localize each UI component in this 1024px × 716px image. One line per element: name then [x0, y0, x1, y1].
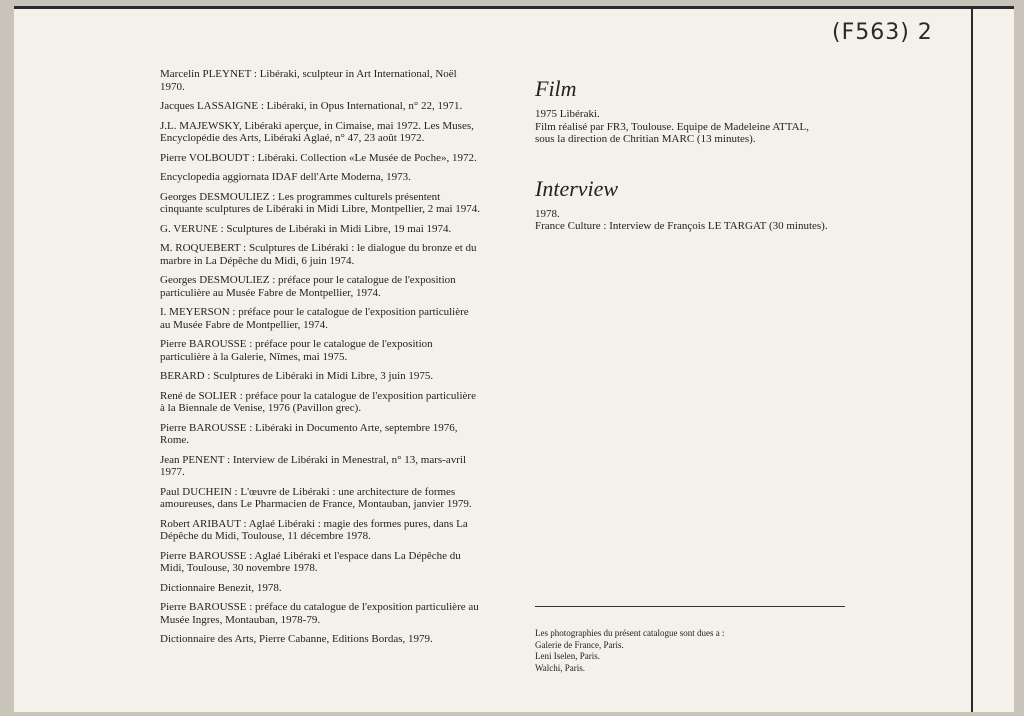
binding-line — [971, 6, 973, 712]
credits-line: Walchi, Paris. — [535, 662, 586, 673]
credits-line: Les photographies du présent catalogue sont dues a : — [535, 628, 725, 638]
interview-line: 1978. — [535, 207, 560, 220]
interview-line: France Culture : Interview de François LE TARGAT (30 minutes). — [535, 220, 828, 232]
film-details — [535, 108, 865, 146]
bibliography-entry: M. ROQUEBERT : Sculptures de Libéraki : le dialogue du bronze et du marbre in La Dépêche du Midi, 6 juin 1974. — [160, 242, 477, 267]
bibliography-column — [160, 68, 480, 653]
bibliography-entry: Pierre BAROUSSE : préface pour le catalogue de l'exposition particulière à la Galerie, Nîmes, mai 1975. — [160, 338, 433, 363]
bibliography-entry: Jean PENENT : Interview de Libéraki in Menestral, n° 13, mars-avril 1977. — [160, 453, 466, 478]
bibliography-entry: I. MEYERSON : préface pour le catalogue de l'exposition particulière au Musée Fabre de Montpellier, 1974. — [160, 306, 469, 331]
credits-line: Galerie de France, Paris. — [535, 639, 624, 650]
interview-details — [535, 208, 865, 233]
bibliography-entry: Marcelin PLEYNET : Libéraki, sculpteur in Art International, Noël 1970. — [160, 68, 457, 93]
film-line: 1975 Libéraki. — [535, 108, 600, 120]
bibliography-entry: G. VERUNE : Sculptures de Libéraki in Midi Libre, 19 mai 1974. — [160, 222, 452, 235]
bibliography-entry: Dictionnaire Benezit, 1978. — [160, 581, 282, 594]
bibliography-entry: Georges DESMOULIEZ : préface pour le catalogue de l'exposition particulière au Musée Fabre de Montpellier, 1974. — [160, 274, 456, 299]
media-column — [535, 76, 865, 263]
bibliography-entry: Jacques LASSAIGNE : Libéraki, in Opus International, n° 22, 1971. — [160, 100, 463, 112]
bibliography-entry: Paul DUCHEIN : L'œuvre de Libéraki : une architecture de formes amoureuses, dans Le Pharmacien de France, Montauban, janvier 1979. — [160, 485, 472, 510]
bibliography-entry: Georges DESMOULIEZ : Les programmes culturels présentent cinquante sculptures de Libéraki in Midi Libre, Montpellier, 2 mai 1974. — [160, 190, 481, 215]
bibliography-entry: J.L. MAJEWSKY, Libéraki aperçue, in Cimaise, mai 1972. Les Muses, Encyclopédie des Arts, Libéraki Aglaé, n° 47, 23 août 1972. — [160, 119, 474, 144]
film-line: Film réalisé par FR3, Toulouse. Equipe de Madeleine ATTAL, — [535, 120, 810, 133]
bibliography-entry: Pierre BAROUSSE : Libéraki in Documento Arte, septembre 1976, Rome. — [160, 421, 458, 446]
bibliography-entry: René de SOLIER : préface pour la catalogue de l'exposition particulière à la Biennale de Venise, 1976 (Pavillon grec). — [160, 389, 476, 414]
photo-credits — [535, 628, 845, 674]
bibliography-entry: Pierre BAROUSSE : Aglaé Libéraki et l'espace dans La Dépêche du Midi, Toulouse, 30 novembre 1978. — [160, 549, 461, 574]
bibliography-entry: Dictionnaire des Arts, Pierre Cabanne, Editions Bordas, 1979. — [160, 633, 433, 645]
interview-heading: Interview — [535, 175, 619, 201]
film-heading: Film — [535, 76, 577, 101]
bibliography-entry: Encyclopedia aggiornata IDAF dell'Arte Moderna, 1973. — [160, 171, 411, 183]
catalogue-page — [14, 6, 1014, 712]
handwritten-note: (F563) 2 — [832, 20, 933, 45]
bibliography-entry: Pierre VOLBOUDT : Libéraki. Collection «Le Musée de Poche», 1972. — [160, 151, 477, 164]
film-line: sous la direction de Chritian MARC (13 minutes). — [535, 133, 756, 145]
credits-divider — [535, 606, 845, 607]
top-border-line — [14, 6, 1014, 9]
bibliography-entry: Robert ARIBAUT : Aglaé Libéraki : magie des formes pures, dans La Dépêche du Midi, Toulouse, 11 décembre 1978. — [160, 517, 468, 542]
bibliography-entry: BERARD : Sculptures de Libéraki in Midi Libre, 3 juin 1975. — [160, 370, 434, 382]
bibliography-entry: Pierre BAROUSSE : préface du catalogue de l'exposition particulière au Musée Ingres, Montauban, 1978-79. — [160, 601, 479, 626]
credits-line: Leni Iselen, Paris. — [535, 651, 600, 661]
